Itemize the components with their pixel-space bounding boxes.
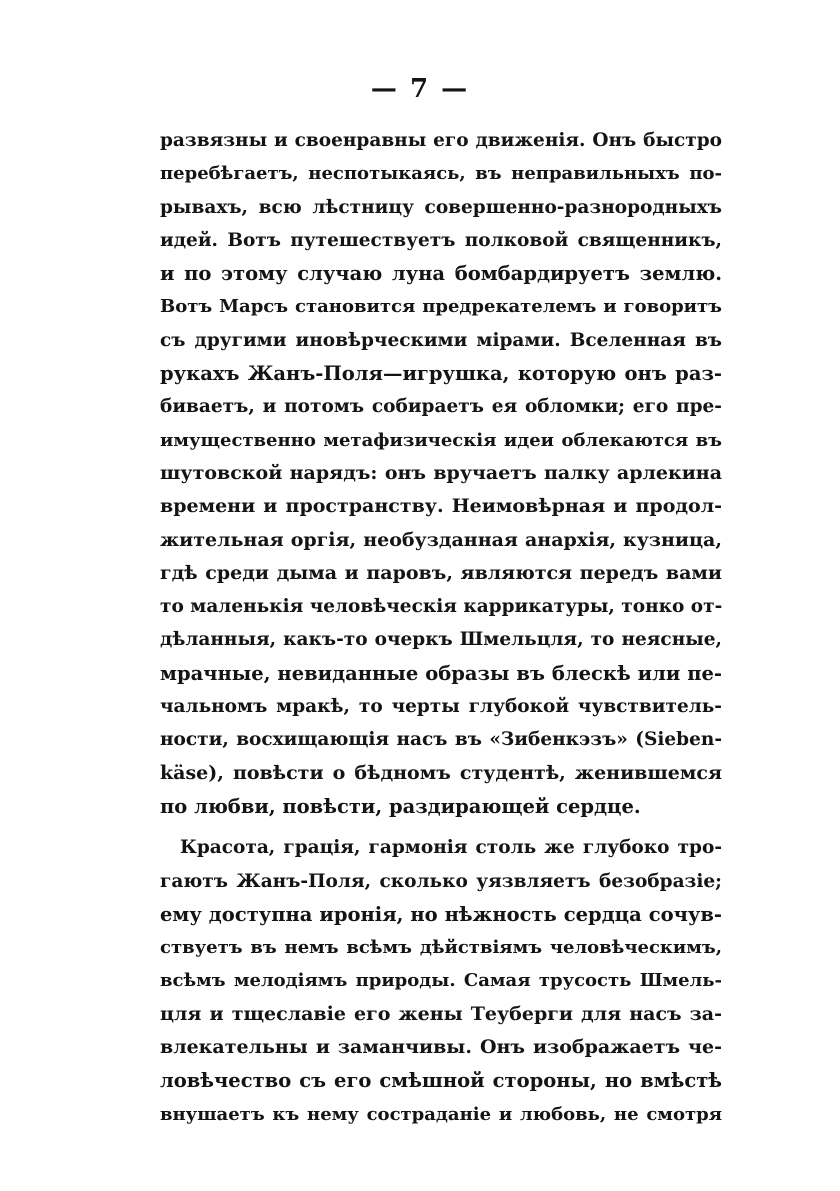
text-line: рукахъ Жанъ-Поля—игрушка, которую онъ раз- xyxy=(160,362,722,386)
text-line: времени и пространству. Неимовѣрная и продол- xyxy=(160,495,722,518)
paragraph-1 xyxy=(160,124,722,823)
text-line: чальномъ мракѣ, то черты глубокой чувствитель- xyxy=(160,696,722,718)
text-line: развязны и своенравны его движенія. Онъ быстро xyxy=(160,130,722,151)
text-line: Красота, грація, гармонія столь же глубоко тро- xyxy=(180,837,722,859)
text-line: гдѣ среди дыма и паровъ, являются передъ вами xyxy=(160,561,722,584)
text-line: имущественно метафизическія идеи облекаются въ xyxy=(160,429,722,451)
text-line: ности, восхищающія насъ въ «Зибенкэзъ» (Sieben- xyxy=(160,729,722,751)
text-line: всѣмъ мелодіямъ природы. Самая трусость Шмель- xyxy=(160,970,722,992)
text-line: гаютъ Жанъ-Поля, сколько уязвляетъ безобразіе; xyxy=(160,870,722,892)
text-line: дѣланныя, какъ-то очеркъ Шмельцля, то неясные, xyxy=(160,629,722,651)
text-line: по любви, повѣсти, раздирающей сердце. xyxy=(160,794,641,818)
text-line: внушаетъ къ нему состраданіе и любовь, не смотря xyxy=(160,1103,722,1125)
text-line: цля и тщеславіе его жены Теуберги для насъ за- xyxy=(160,1002,722,1025)
text-line: и по этому случаю луна бомбардируетъ землю. xyxy=(160,262,722,286)
text-line: ловѣчество съ его смѣшной стороны, но вмѣстѣ xyxy=(160,1069,722,1093)
text-line: влекательны и заманчивы. Онъ изображаетъ че- xyxy=(160,1036,722,1059)
paragraph-2 xyxy=(160,831,722,1131)
text-line: шутовской нарядъ: онъ вручаетъ палку арлекина xyxy=(160,461,722,484)
page-number: — 7 — xyxy=(370,74,470,104)
text-line: биваетъ, и потомъ собираетъ ея обломки; его пре- xyxy=(160,396,722,418)
paragraph-gap xyxy=(160,823,722,831)
text-line: идей. Вотъ путешествуетъ полковой священникъ, xyxy=(160,229,722,251)
text-line: ему доступна иронія, но нѣжность сердца сочув- xyxy=(160,902,722,926)
text-line: ствуетъ въ немъ всѣмъ дѣйствіямъ человѣческимъ, xyxy=(160,937,722,959)
text-line: рывахъ, всю лѣстницу совершенно-разнородныхъ xyxy=(160,196,722,218)
text-line: жительная оргія, необузданная анархія, кузница, xyxy=(160,528,722,551)
text-line: Вотъ Марсъ становится предрекателемъ и говоритъ xyxy=(160,296,722,318)
text-line: то маленькія человѣческія каррикатуры, тонко от- xyxy=(160,596,722,618)
text-line: мрачные, невиданные образы въ блескѣ или пе- xyxy=(160,661,722,685)
text-line: käse), повѣсти о бѣдномъ студентѣ, женившемся xyxy=(160,761,722,784)
text-line: съ другими иновѣрческими мірами. Вселенная въ xyxy=(160,329,722,351)
body-text xyxy=(160,124,722,1131)
text-line: перебѣгаетъ, неспотыкаясь, въ неправильныхъ по- xyxy=(160,163,722,185)
